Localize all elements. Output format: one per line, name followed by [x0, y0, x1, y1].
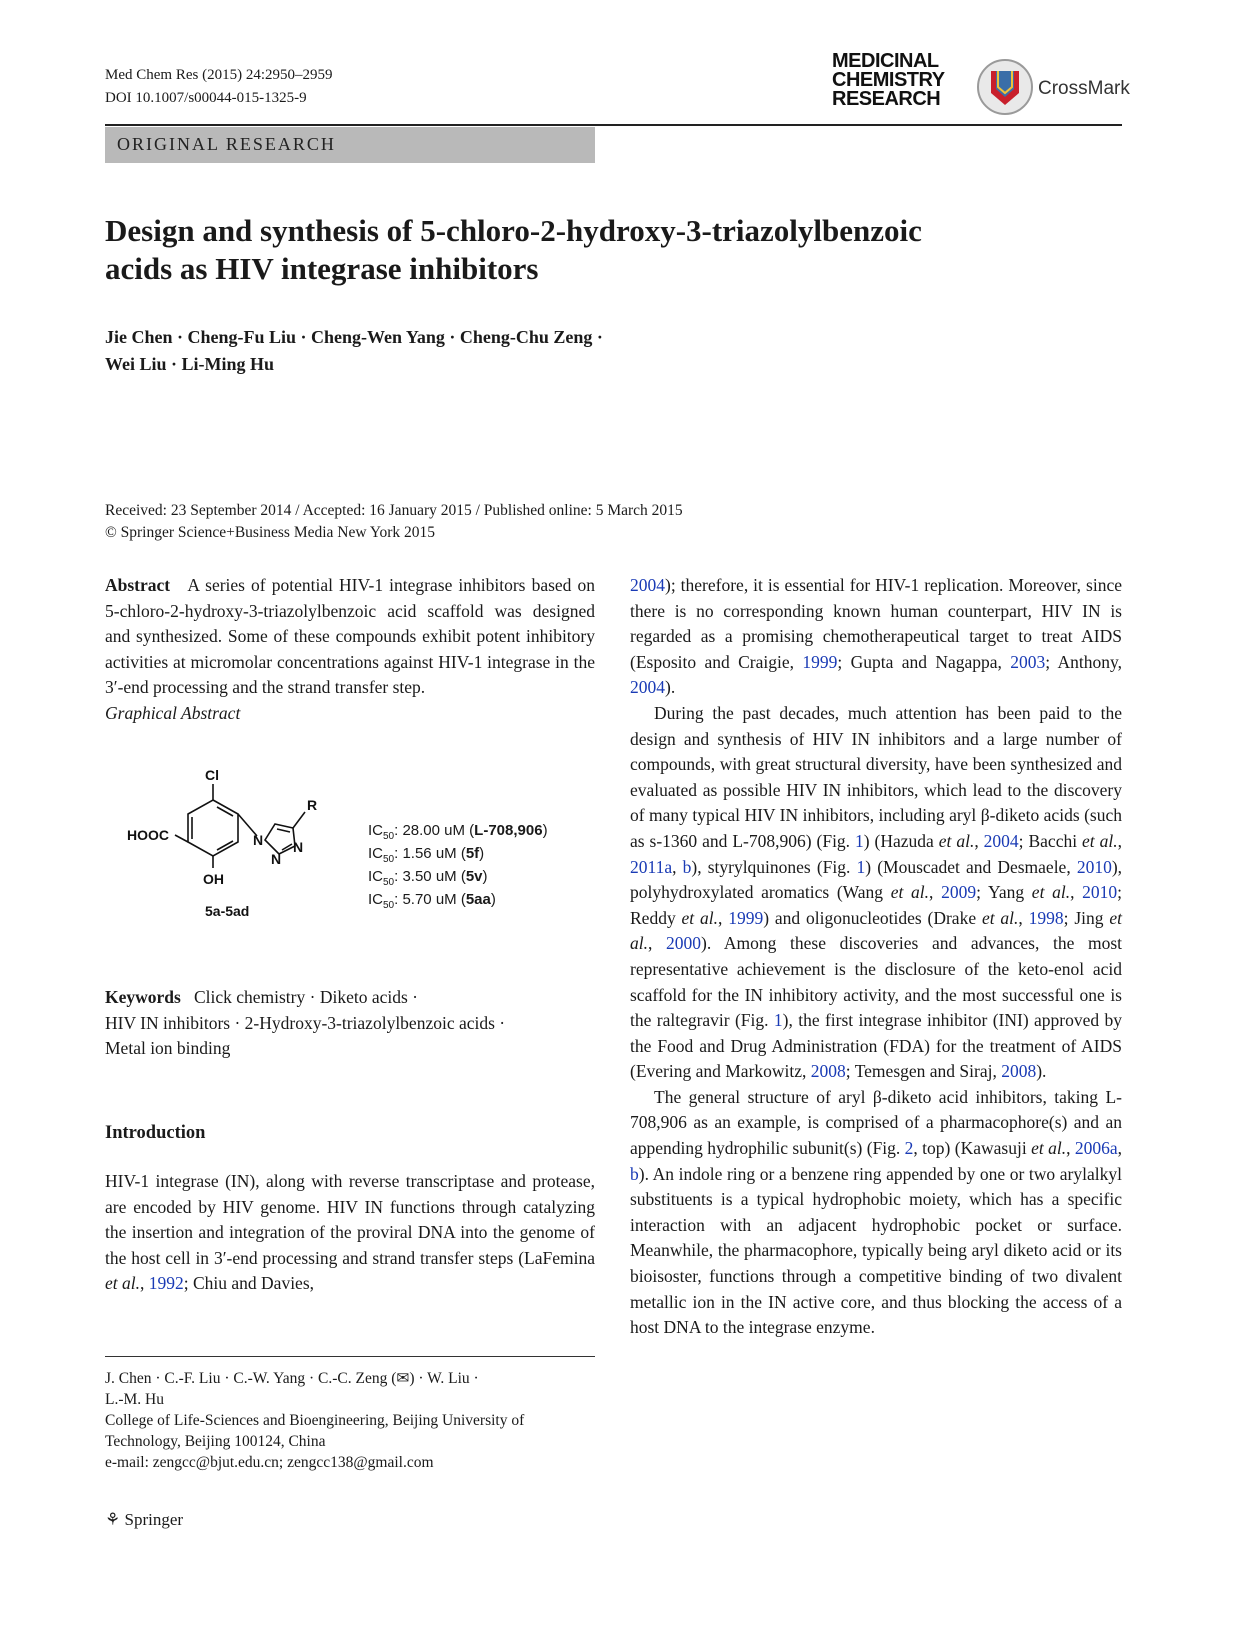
journal-logo [832, 52, 945, 109]
ic50-row: $IC_{50}$: 1.56 uM (5f) [368, 845, 485, 865]
r-group-label: R [307, 797, 318, 813]
keywords-line-1: Click chemistry · Diketo acids · [193, 987, 418, 1007]
right-paragraph-3: The general structure of aryl β-diketo acid inhibitors, taking L-708,906 as an example, is comprised of a pharmacophore(s) and an appending hydrophilic subunit(s) (Fig. 2, top) (Kawasuji et al., 2006a, b). An indole ring or a benzene ring appended by one or two arylalkyl substituents is a typical hydrophobic moiety, which has a specific interaction with an adjacent hydrophobic pocket or surface. Meanwhile, the pharmacophore, typically being aryl diketo acid or its bioisoster, functions through a competitive binding of two divalent metallic ion in the IN active core, and thus blocking the access of a host DNA to the integrase enzyme. [630, 1086, 1122, 1338]
right-column [630, 573, 1122, 1341]
right-paragraph-2: During the past decades, much attention has been paid to the design and synthesis of HIV IN inhibitors and a large number of compounds, with great structural diversity, have been synthesized and evaluated as possible HIV IN inhibitors, which lead to the discovery of many typical HIV IN inhibitors, including aryl β-diketo acids (such as s-1360 and L-708,906) (Fig. 1) (Hazuda et al., 2004; Bacchi et al., 2011a, b), styrylquinones (Fig. 1) (Mouscadet and Desmaele, 2010), polyhydroxylated aromatics (Wang et al., 2009; Yang et al., 2010; Reddy et al., 1999) and oligonucleotides (Drake et al., 1998; Jing et al., 2000). Among these discoveries and advances, the most representative achievement is the disclosure of the keto-enol acid scaffold for the IN inhibitory activity, and the most successful one is the raltegravir (Fig. 1), the first integrase inhibitor (INI) approved by the Food and Drug Administration (FDA) for the treatment of AIDS (Evering and Markowitz, 2008; Temesgen and Siraj, 2008). [630, 702, 1123, 1082]
journal-reference [105, 64, 332, 110]
ic50-list [368, 822, 548, 914]
journal-citation: Med Chem Res (2015) 24:2950–2959 [105, 67, 333, 83]
author-list [105, 324, 905, 378]
keywords [105, 985, 595, 1062]
hydroxyl-label: OH [203, 871, 224, 887]
crossmark-label[interactable]: CrossMark [1038, 78, 1130, 99]
publication-dates [105, 500, 1005, 544]
abstract [105, 573, 595, 727]
introduction-paragraph: HIV-1 integrase (IN), along with reverse transcriptase and protease, are encoded by HIV genome. HIV IN functions through catalyzing the insertion and integration of the proviral DNA into the genome of the host cell in 3′-end processing and strand transfer steps (LaFemina et al., 1992; Chiu and Davies, [105, 1171, 595, 1294]
doi: DOI 10.1007/s00044-015-1325-9 [105, 90, 307, 106]
graphical-abstract-label: Graphical Abstract [105, 702, 241, 723]
citation-link[interactable]: 1992 [148, 1273, 184, 1294]
publisher-name: Springer [124, 1510, 184, 1529]
title-line-1: Design and synthesis of 5-chloro-2-hydroxy-3-triazolylbenzoic [105, 213, 922, 248]
received-dates: Received: 23 September 2014 / Accepted: 16 January 2015 / Published online: 5 March 2015 [105, 502, 683, 519]
carboxyl-label: HOOC [127, 827, 169, 843]
logo-line-3: RESEARCH [832, 88, 941, 110]
abstract-label: Abstract [105, 575, 171, 595]
logo-line-2: CHEMISTRY [832, 69, 945, 91]
authors-line-1: Jie Chen · Cheng-Fu Liu · Cheng-Wen Yang · Cheng-Chu Zeng · [105, 327, 603, 347]
crossmark-icon[interactable] [976, 57, 1034, 117]
ic50-row: $IC_{50}$: 3.50 uM (5v) [368, 868, 488, 888]
compound-range: 5a-5ad [205, 903, 250, 919]
ic50-row: $IC_{50}$: 28.00 uM (L-708,906) [368, 822, 548, 842]
abstract-text: A series of potential HIV-1 integrase inhibitors based on 5-chloro-2-hydroxy-3-triazolylbenzoic acid scaffold was designed and synthesized. Some of these compounds exhibit potent inhibitory activities at micromolar concentrations against HIV-1 integrase in the 3′-end processing and the strand transfer step. [105, 575, 595, 698]
ic50-row: $IC_{50}$: 5.70 uM (5aa) [368, 891, 496, 911]
triazole-n1: N [253, 832, 264, 848]
affiliation: College of Life-Sciences and Bioengineering, Beijing University of Technology, Beijing 100124, China [105, 1412, 525, 1450]
springer-logo-icon: ⚘ [105, 1510, 121, 1529]
authors-line-2: Wei Liu · Li-Ming Hu [105, 354, 275, 374]
chlorine-label: Cl [205, 767, 219, 783]
triazole-n3: N [271, 851, 282, 867]
section-label: ORIGINAL RESEARCH [117, 134, 336, 154]
article-title [105, 212, 1005, 288]
header-rule [105, 124, 1122, 126]
springer-footer [105, 1510, 183, 1530]
introduction-heading: Introduction [105, 1123, 206, 1143]
footnote-rule [105, 1356, 595, 1357]
copyright: © Springer Science+Business Media New York 2015 [105, 524, 436, 541]
keywords-label: Keywords [105, 987, 181, 1007]
section-tag [105, 127, 595, 163]
email[interactable]: e-mail: zengcc@bjut.edu.cn; zengcc138@gmail.com [105, 1454, 434, 1471]
mail-icon[interactable]: ✉ [396, 1370, 410, 1387]
title-line-2: acids as HIV integrase inhibitors [105, 251, 539, 286]
triazole-n2: N [293, 839, 304, 855]
author-footnote: J. Chen · C.-F. Liu · C.-W. Yang · C.-C. Zeng (✉) · W. Liu · L.-M. Hu College of Life-Sciences and Bioengineering, Beijing University of Technology, Beijing 100124, China e-mail: zengcc@bjut.edu.cn; zengcc138@gmail.com [105, 1368, 595, 1473]
right-paragraph-1: 2004); therefore, it is essential for HIV-1 replication. Moreover, since there is no corresponding known human counterpart, HIV IN is regarded as a promising chemotherapeutical target to treat AIDS (Esposito and Craigie, 1999; Gupta and Nagappa, 2003; Anthony, 2004). [630, 575, 1122, 698]
keywords-line-2: HIV IN inhibitors · 2-Hydroxy-3-triazolylbenzoic acids · [105, 1012, 506, 1033]
logo-line-1: MEDICINAL [832, 50, 939, 72]
keywords-line-3: Metal ion binding [105, 1038, 231, 1059]
